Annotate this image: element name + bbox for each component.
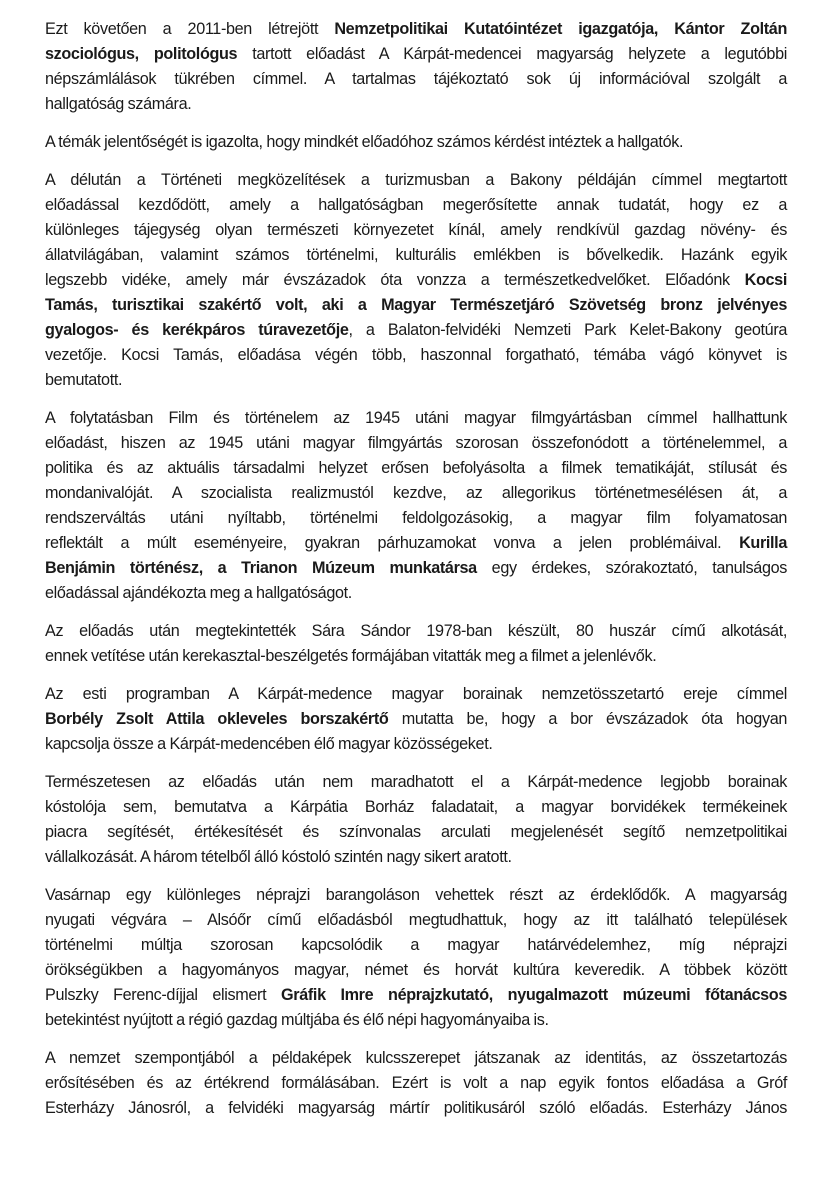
text-line xyxy=(45,795,787,820)
text-run: , a Balaton-felvidéki Nemzeti Park Kelet-Bakony geotúra xyxy=(348,321,788,339)
text-run: Az előadás után megtekintették Sára Sándor 1978-ban készült, 80 huszár című alkotását, xyxy=(45,622,787,640)
text-run: előadást, hiszen az 1945 utáni magyar filmgyártás szorosan összefonódott a történelemmel, a xyxy=(45,434,787,452)
text-run: kóstolója sem, bemutatva a Kárpátia Borház faladatait, a magyar borvidékek termékeinek xyxy=(45,798,787,816)
text-run: mutatta be, hogy a bor évszázadok óta hogyan xyxy=(388,710,788,728)
text-run: bemutatott. xyxy=(45,371,123,389)
paragraph xyxy=(45,406,787,606)
text-run: mondanivalóját. A szocialista realizmustól kezdve, az allegorikus történetmesélésen át, a xyxy=(45,484,787,502)
text-run: vezetője. Kocsi Tamás, előadása végén több, haszonnal forgatható, témába vágó könyvet is xyxy=(45,346,787,364)
text-run: piacra segítését, értékesítését és színvonalas arculati megjelenését segítő nemzetpolitikai xyxy=(45,823,787,841)
text-run: Vasárnap egy különleges néprajzi barangoláson vehettek részt az érdeklődők. A magyarság xyxy=(45,886,787,904)
text-line xyxy=(45,883,787,908)
text-run: reflektált a múlt eseményeire, gyakran párhuzamokat vonva a jelen problémáival. xyxy=(45,534,740,552)
text-line xyxy=(45,406,787,431)
text-run: kapcsolja össze a Kárpát-medencében élő magyar közösségeket. xyxy=(45,735,493,753)
text-run: A nemzet szempontjából a példaképek kulcsszerepet játszanak az identitás, az összetartozás xyxy=(45,1049,787,1067)
text-line xyxy=(45,770,787,795)
text-line xyxy=(45,368,787,393)
text-line xyxy=(45,531,787,556)
text-run: Az esti programban A Kárpát-medence magyar borainak nemzetösszetartó ereje címmel xyxy=(45,685,787,703)
bold-text-run: Benjámin történész, a Trianon Múzeum munkatársa xyxy=(45,559,477,577)
text-run: erősítésében és az értékrend formálásában. Ezért is volt a nap egyik fontos előadása a Gróf xyxy=(45,1074,787,1092)
text-line xyxy=(45,1071,787,1096)
text-line xyxy=(45,1046,787,1071)
text-line xyxy=(45,268,787,293)
text-line xyxy=(45,506,787,531)
text-run: hallgatóság számára. xyxy=(45,95,192,113)
text-line xyxy=(45,130,787,155)
paragraph xyxy=(45,17,787,117)
text-run: Természetesen az előadás után nem maradhatott el a Kárpát-medence legjobb borainak xyxy=(45,773,787,791)
text-run: állatvilágában, valamint számos történelmi, kulturális emlékben is bővelkedik. Hazánk egyik xyxy=(45,246,787,264)
bold-text-run: gyalogos- és kerékpáros túravezetője xyxy=(45,321,349,339)
text-line xyxy=(45,707,787,732)
text-line xyxy=(45,343,787,368)
text-run: politika és az aktuális társadalmi helyzet erősen befolyásolta a filmek tematikáját, stílusát és xyxy=(45,459,787,477)
text-line xyxy=(45,556,787,581)
text-line xyxy=(45,644,787,669)
text-run: nyugati végvára – Alsóőr című előadásból megtudhattuk, hogy az itt található települések xyxy=(45,911,787,929)
document-page xyxy=(45,17,787,1134)
text-run: örökségükben a hagyományos magyar, német és horvát kultúra keveredik. A többek között xyxy=(45,961,787,979)
text-line xyxy=(45,908,787,933)
text-run: tartott előadást A Kárpát-medencei magyarság helyzete a legutóbbi xyxy=(237,45,787,63)
text-line xyxy=(45,682,787,707)
text-line xyxy=(45,820,787,845)
text-line xyxy=(45,168,787,193)
text-run: Ezt követően a 2011-ben létrejött xyxy=(45,20,335,38)
text-line xyxy=(45,581,787,606)
text-line xyxy=(45,732,787,757)
paragraph xyxy=(45,682,787,757)
bold-text-run: Tamás, turisztikai szakértő volt, aki a Magyar Természetjáró Szövetség bronz jelvényes xyxy=(45,296,787,314)
text-run: ennek vetítése után kerekasztal-beszélgetés formájában vitatták meg a filmet a jelenlévők. xyxy=(45,647,657,665)
text-line xyxy=(45,42,787,67)
text-line xyxy=(45,933,787,958)
bold-text-run: Borbély Zsolt Attila okleveles borszakértő xyxy=(45,710,389,728)
text-run: A folytatásban Film és történelem az 1945 utáni magyar filmgyártásban címmel hallhattunk xyxy=(45,409,787,427)
text-line xyxy=(45,958,787,983)
text-run: népszámlálások tükrében címmel. A tartalmas tájékoztató sok új információval szolgált a xyxy=(45,70,787,88)
text-run: rendszerváltás utáni nyíltabb, történelmi feldolgozásokig, a magyar film folyamatosan xyxy=(45,509,787,527)
text-run: különleges tájegység olyan természeti környezetet kínál, amely rendkívül gazdag növény- és xyxy=(45,221,787,239)
text-line xyxy=(45,17,787,42)
bold-text-run: Nemzetpolitikai Kutatóintézet igazgatója, Kántor Zoltán xyxy=(334,20,787,38)
text-line xyxy=(45,1096,787,1121)
paragraph xyxy=(45,130,787,155)
text-run: betekintést nyújtott a régió gazdag múltjába és élő népi hagyományaiba is. xyxy=(45,1011,549,1029)
text-run: Pulszky Ferenc-díjjal elismert xyxy=(45,986,282,1004)
text-line xyxy=(45,1008,787,1033)
text-line xyxy=(45,243,787,268)
text-line xyxy=(45,218,787,243)
text-run: egy érdekes, szórakoztató, tanulságos xyxy=(476,559,788,577)
text-line xyxy=(45,318,787,343)
text-run: legszebb vidéke, amely már évszázadok óta vonzza a természetkedvelőket. Előadónk xyxy=(45,271,745,289)
text-line xyxy=(45,92,787,117)
text-line xyxy=(45,983,787,1008)
paragraph xyxy=(45,1046,787,1121)
text-run: Esterházy Jánosról, a felvidéki magyarság mártír politikusáról szóló előadás. Esterházy János xyxy=(45,1099,787,1117)
text-run: A délután a Történeti megközelítések a turizmusban a Bakony példáján címmel megtartott xyxy=(45,171,787,189)
text-line xyxy=(45,481,787,506)
text-run: történelmi múltja szorosan kapcsolódik a magyar határvédelemhez, míg néprajzi xyxy=(45,936,787,954)
bold-text-run: szociológus, politológus xyxy=(45,45,238,63)
bold-text-run: Gráfik Imre néprajzkutató, nyugalmazott múzeumi főtanácsos xyxy=(281,986,788,1004)
text-line xyxy=(45,67,787,92)
text-line xyxy=(45,456,787,481)
bold-text-run: Kurilla xyxy=(739,534,787,552)
text-run: előadással ajándékozta meg a hallgatóságot. xyxy=(45,584,352,602)
bold-text-run: Kocsi xyxy=(744,271,787,289)
text-run: előadással kezdődött, amely a hallgatóságban megerősítette annak tudatát, hogy ez a xyxy=(45,196,787,214)
text-line xyxy=(45,193,787,218)
paragraph xyxy=(45,883,787,1033)
paragraph xyxy=(45,770,787,870)
paragraph xyxy=(45,168,787,393)
text-run: vállalkozását. A három tételből álló kóstoló szintén nagy sikert aratott. xyxy=(45,848,512,866)
paragraph xyxy=(45,619,787,669)
text-line xyxy=(45,293,787,318)
text-line xyxy=(45,619,787,644)
text-run: A témák jelentőségét is igazolta, hogy mindkét előadóhoz számos kérdést intéztek a hallgatók. xyxy=(45,133,684,151)
text-line xyxy=(45,431,787,456)
text-line xyxy=(45,845,787,870)
